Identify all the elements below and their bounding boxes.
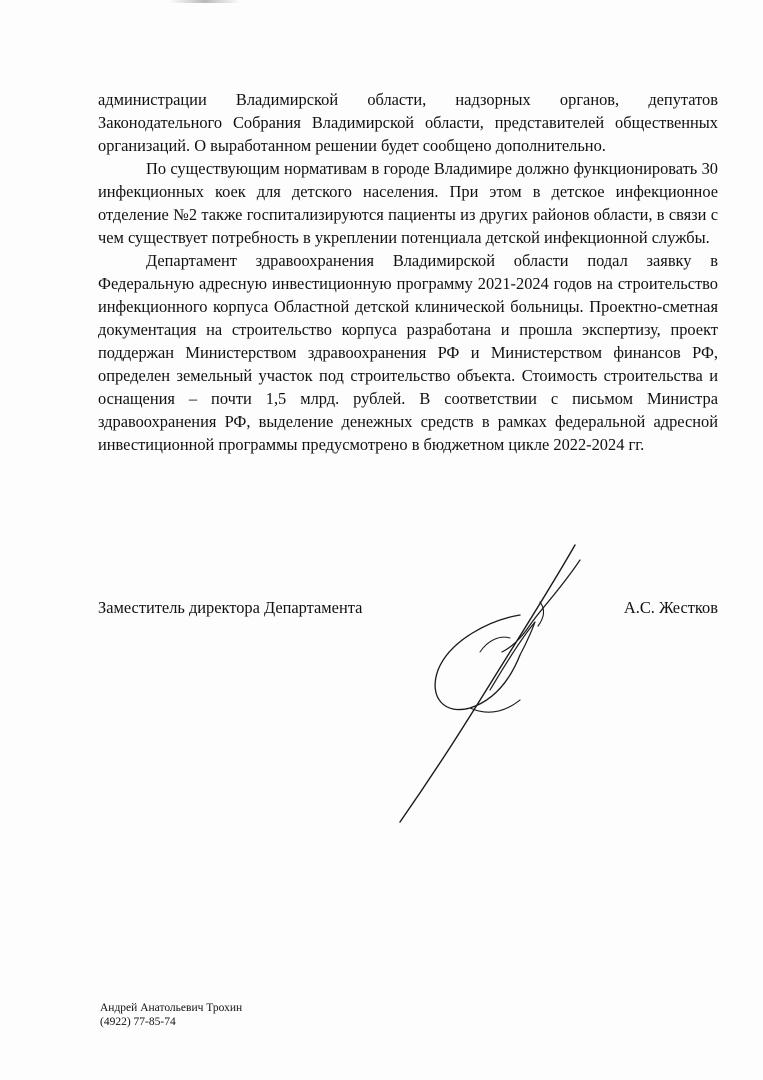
- signer-name: А.С. Жестков: [623, 598, 718, 617]
- executor-name: Андрей Анатольевич Трохин: [100, 1002, 243, 1014]
- executor-phone: (4922) 77-85-74: [100, 1016, 176, 1028]
- scan-artifact: [170, 0, 240, 3]
- paragraph-continuation: администрации Владимирской области, надзорных органов, депутатов Законодательного Собрания Владимирской области, представителей общественных организаций. О выработанном решении будет сообщено дополнительно.: [98, 90, 718, 155]
- letter-body: [98, 88, 718, 456]
- paragraph-infection-beds: По существующим нормативам в городе Владимире должно функционировать 30 инфекционных коек для детского населения. При этом в детское инфекционное отделение №2 также госпитализируются пациенты из других районов области, в связи с чем существует потребность в укреплении потенциала детской инфекционной службы.: [98, 159, 718, 247]
- handwritten-signature-icon: [370, 540, 600, 830]
- paragraph-investment-program: Департамент здравоохранения Владимирской области подал заявку в Федеральную адресную инвестиционную программу 2021-2024 годов на строительство инфекционного корпуса Областной детской клинической больницы. Проектно-сметная документация на строительство корпуса разработана и прошла экспертизу, проект поддержан Министерством здравоохранения РФ и Министерством финансов РФ, определен земельный участок под строительство объекта. Стоимость строительства и оснащения – почти 1,5 млрд. рублей. В соответствии с письмом Министра здравоохранения РФ, выделение денежных средств в рамках федеральной адресной инвестиционной программы предусмотрено в бюджетном цикле 2022-2024 гг.: [98, 251, 718, 454]
- executor-info: [100, 1001, 242, 1029]
- signer-position: Заместитель директора Департамента: [98, 598, 363, 617]
